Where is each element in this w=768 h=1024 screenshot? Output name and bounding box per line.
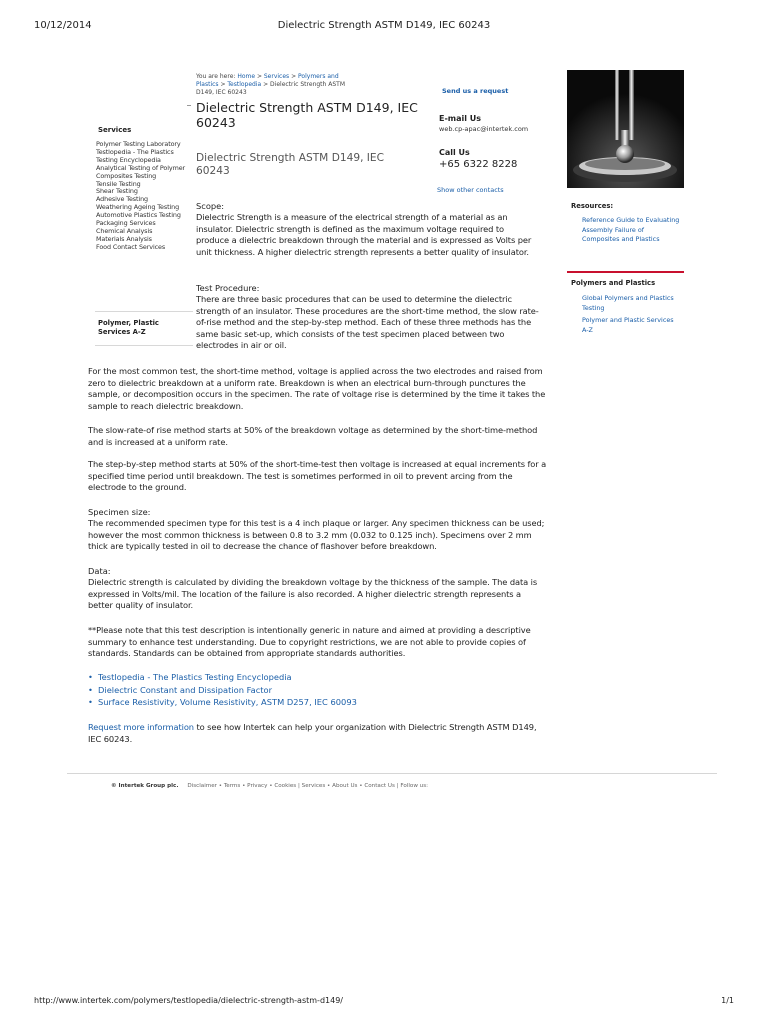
email-label: E-mail Us — [439, 114, 482, 123]
breadcrumb-home-link[interactable]: Home — [237, 73, 256, 80]
footer-link-terms[interactable]: Terms — [223, 783, 241, 789]
sidebar-item-composites-testing[interactable]: Composites Testing — [96, 171, 157, 180]
specimen-size-heading: Specimen size: — [88, 507, 151, 517]
phone-number[interactable]: +65 6322 8228 — [439, 159, 518, 170]
request-info-text: to see how Intertek can help your organization with Dielectric Strength ASTM D149, IEC 60243. — [88, 722, 537, 744]
related-links-list — [88, 671, 357, 709]
polymers-plastics-heading: Polymers and Plastics — [571, 279, 656, 287]
sidebar-rule — [95, 345, 193, 346]
footer-link-disclaimer[interactable]: Disclaimer — [187, 783, 217, 789]
data-paragraph: Dielectric strength is calculated by dividing the breakdown voltage by the thickness of the sample. The data is expressed in Volts/mil. The location of the failure is also recorded. A higher dielectric strength represents a better quality of insulator. — [88, 577, 538, 610]
breadcrumb-prefix: You are here: — [196, 73, 238, 80]
breadcrumb-current: Dielectric Strength ASTM D149, IEC 60243 — [196, 81, 345, 96]
link-global-polymers-testing[interactable]: Global Polymers and Plastics Testing — [582, 294, 674, 312]
copyright-note-paragraph: **Please note that this test description is intentionally generic in nature and aimed at providing a descriptive summary to enhance test understanding. Due to copyright restrictions, we are not able to provide copies of standards. Standards can be obtained from appropriate standards authorities. — [88, 625, 531, 658]
sidebar-item-packaging-services[interactable]: Packaging Services — [96, 219, 156, 228]
sidebar-item-chemical-analysis[interactable]: Chemical Analysis — [96, 226, 153, 235]
slow-rate-method-paragraph: The slow-rate-of rise method starts at 50% of the breakdown voltage as determined by the short-time-method and is increased at a uniform rate. — [88, 425, 538, 447]
services-heading: Services — [98, 126, 132, 134]
call-label: Call Us — [439, 148, 470, 157]
related-link-dielectric-constant[interactable]: • Dielectric Constant and Dissipation Factor — [88, 684, 357, 697]
page-title: Dielectric Strength ASTM D149, IEC 60243 — [196, 100, 418, 130]
data-heading: Data: — [88, 566, 111, 576]
related-link-surface-resistivity[interactable]: • Surface Resistivity, Volume Resistivity, ASTM D257, IEC 60093 — [88, 696, 357, 709]
test-procedure-heading: Test Procedure: — [196, 283, 260, 293]
breadcrumb — [196, 73, 346, 97]
breadcrumb-separator: > — [289, 73, 299, 80]
sidebar-divider — [187, 105, 191, 106]
email-link[interactable]: web.cp-apac@intertek.com — [439, 125, 529, 133]
breadcrumb-separator: > — [261, 81, 271, 88]
right-section-rule — [567, 271, 684, 273]
scope-paragraph: Dielectric Strength is a measure of the electrical strength of a material as an insulator. Dielectric strength is defined as the maximum voltage required to produce a dielectric breakdown through the material and is expressed as Volts per unit thickness. A higher dielectric strength represents a better quality of insulator. — [196, 212, 532, 257]
test-electrode-photo — [567, 70, 684, 188]
footer-link-cookies[interactable]: Cookies — [274, 783, 297, 789]
footer-bullet: • — [269, 783, 273, 789]
resource-link-reference-guide[interactable]: Reference Guide to Evaluating Assembly Failure of Composites and Plastics — [582, 216, 680, 244]
sidebar-item-analytical-testing[interactable]: Analytical Testing of Polymer — [96, 163, 186, 172]
footer-bullet: • — [327, 783, 331, 789]
breadcrumb-services-link[interactable]: Services — [263, 73, 290, 80]
footer-link-privacy[interactable]: Privacy — [247, 783, 268, 789]
electrode-illustration — [567, 70, 684, 188]
print-url: http://www.intertek.com/polymers/testlopedia/dielectric-strength-astm-d149/ — [34, 996, 343, 1005]
scope-heading: Scope: — [196, 201, 225, 211]
footer-copyright: © Intertek Group plc. — [111, 783, 179, 789]
footer-follow-us: Follow us: — [400, 783, 429, 789]
print-date: 10/12/2014 — [34, 20, 92, 31]
sidebar-item-shear-testing[interactable]: Shear Testing — [96, 187, 138, 196]
related-link-testlopedia[interactable]: • Testlopedia - The Plastics Testing Encyclopedia — [88, 671, 357, 684]
breadcrumb-separator: > — [255, 73, 264, 80]
footer-rule — [67, 773, 717, 774]
send-request-link[interactable]: Send us a request — [442, 87, 509, 95]
footer-link-contact-us[interactable]: Contact Us — [364, 783, 395, 789]
breadcrumb-polymers-link[interactable]: Polymers and Plastics — [196, 73, 339, 88]
sidebar-item-tensile-testing[interactable]: Tensile Testing — [96, 179, 141, 188]
sidebar-item-adhesive-testing[interactable]: Adhesive Testing — [96, 195, 149, 204]
sidebar-item-testlopedia[interactable]: Testlopedia - The Plastics Testing Encyclopedia — [96, 147, 174, 164]
sidebar-item-automotive-plastics-testing[interactable]: Automotive Plastics Testing — [96, 211, 181, 220]
short-time-method-paragraph: For the most common test, the short-time method, voltage is applied across the two electrodes and raised from zero to dielectric breakdown at a uniform rate. Breakdown is when an electrical burn-through punctures the sample, or decomposition occurs in the specimen. The rate of voltage rise is determined by the time it takes the sample to reach dielectric breakdown. — [88, 366, 546, 411]
breadcrumb-testlopedia-link[interactable]: Testlopedia — [227, 81, 262, 88]
sidebar-rule — [95, 311, 193, 312]
link-polymer-services-az[interactable]: Polymer and Plastic Services A-Z — [582, 316, 674, 334]
footer-bullet: • — [359, 783, 363, 789]
resources-heading: Resources: — [571, 202, 614, 210]
test-procedure-paragraph: There are three basic procedures that can be used to determine the dielectric strength of an insulator. These procedures are the short-time method, the slow rate-of-rise method and the step-by-step method. Each of these three methods has the same basic set-up, which consists of the test specimen placed between two electrodes in air or oil. — [196, 294, 539, 350]
sidebar-item-materials-analysis[interactable]: Materials Analysis — [96, 234, 152, 243]
specimen-size-paragraph: The recommended specimen type for this test is a 4 inch plaque or larger. Any specimen thickness can be used; however the most common thickness is between 0.8 to 3.2 mm (0.032 to 0.125 inch). Specimens over 2 mm thick are typically tested in oil to decrease the chance of flashover before breakdown. — [88, 518, 545, 551]
footer-bullet: • — [242, 783, 246, 789]
request-info-paragraph — [88, 722, 548, 745]
site-footer — [111, 783, 428, 789]
print-title: Dielectric Strength ASTM D149, IEC 60243 — [277, 20, 491, 31]
footer-link-services[interactable]: Services — [301, 783, 326, 789]
resources-list — [582, 216, 682, 245]
page-subtitle: Dielectric Strength ASTM D149, IEC 60243 — [196, 152, 385, 177]
sidebar-item-polymer-testing-laboratory[interactable]: Polymer Testing Laboratory — [96, 140, 181, 148]
sidebar-item-weathering-ageing-testing[interactable]: Weathering Ageing Testing — [96, 203, 180, 212]
step-by-step-method-paragraph: The step-by-step method starts at 50% of the short-time-test then voltage is increased at equal increments for a specified time period until breakdown. The test is sometimes performed in oil to prevent arcing from the electrode to the ground. — [88, 459, 547, 492]
request-info-link[interactable]: Request more information — [88, 722, 194, 732]
polymer-services-az-link[interactable]: Polymer, Plastic Services A-Z — [98, 319, 159, 336]
footer-pipe: | — [396, 783, 399, 789]
print-page-number: 1/1 — [721, 996, 734, 1005]
services-nav — [96, 141, 194, 252]
show-contacts-link[interactable]: Show other contacts — [437, 186, 504, 194]
footer-link-about-us[interactable]: About Us — [332, 783, 358, 789]
polymers-plastics-links — [582, 294, 682, 338]
footer-pipe: | — [298, 783, 300, 789]
sidebar-item-food-contact-services[interactable]: Food Contact Services — [96, 242, 166, 251]
breadcrumb-separator: > — [218, 81, 228, 88]
footer-bullet: • — [218, 783, 223, 789]
